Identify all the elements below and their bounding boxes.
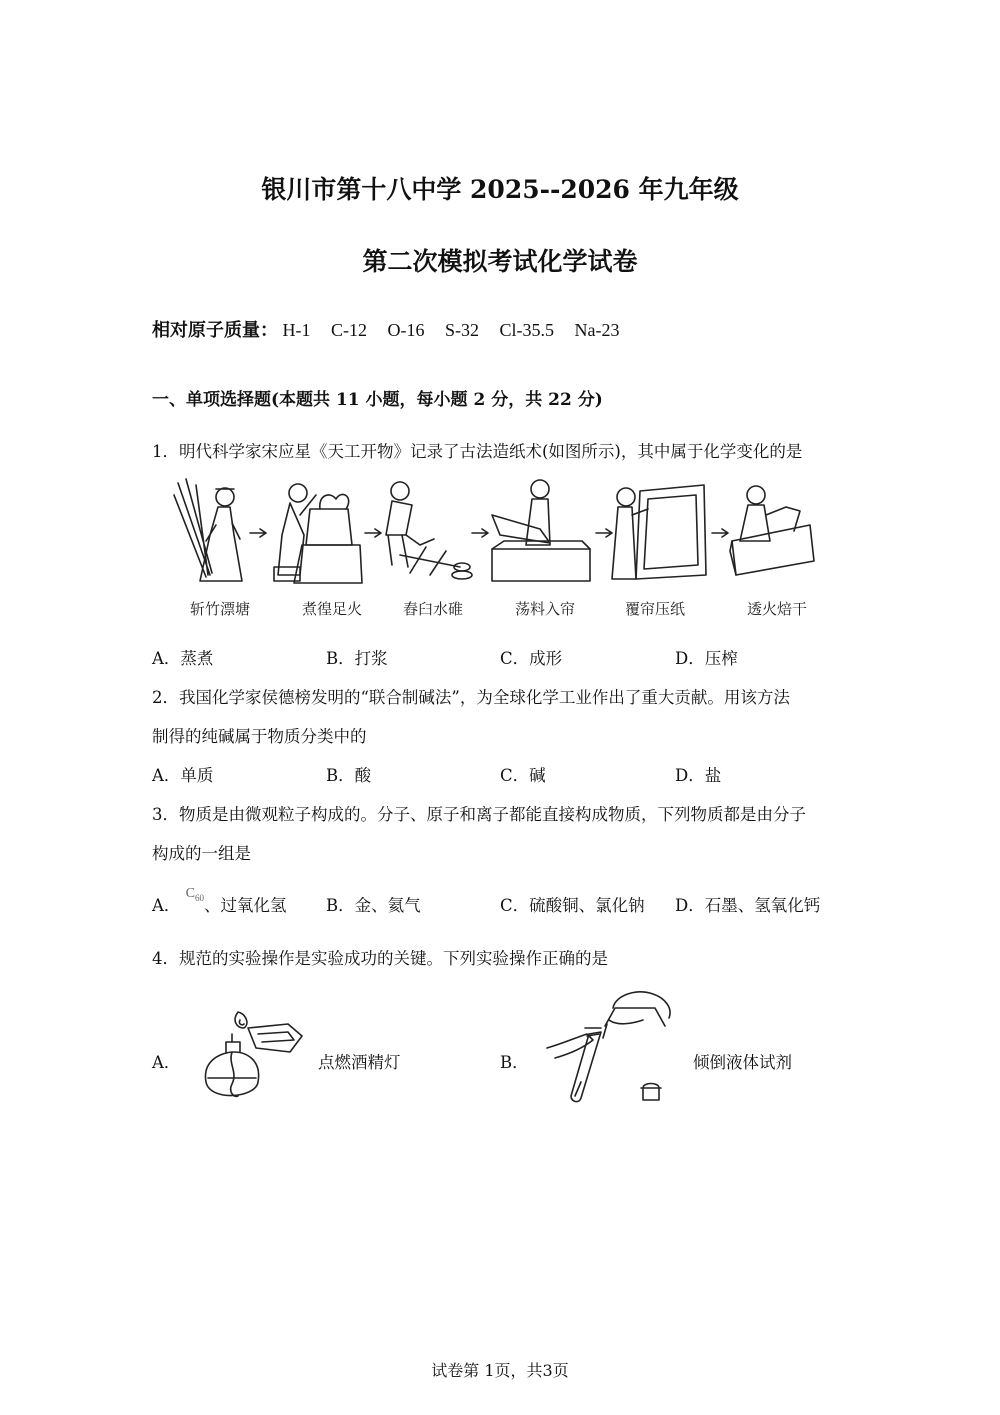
atomic-mass-item: Cl-35.5: [499, 320, 555, 340]
exam-title-line1: 银川市第十八中学 2025--2026 年九年级: [261, 175, 739, 204]
question-3-stem-line2: 构成的一组是: [152, 844, 251, 863]
step-caption: 舂臼水碓: [402, 600, 463, 618]
figure-cutting-bamboo: [174, 479, 242, 581]
q3-option-a-text: 、过氧化氢: [204, 896, 287, 915]
q1-option-b[interactable]: B．打浆: [326, 649, 388, 668]
atomic-mass-item: Na-23: [574, 320, 620, 340]
q1-option-c[interactable]: C．成形: [500, 649, 563, 668]
section-heading: 一、单项选择题(本题共 11 小题，每小题 2 分，共 22 分): [152, 390, 603, 410]
question-2-stem-line2: 制得的纯碱属于物质分类中的: [152, 727, 367, 746]
q3-option-c[interactable]: C．硫酸铜、氯化钠: [500, 896, 645, 915]
q2-option-a[interactable]: A．单质: [152, 766, 214, 785]
q4-option-b-letter[interactable]: B．: [500, 1053, 529, 1072]
q3-option-a[interactable]: [152, 886, 287, 917]
figure-pressing: [612, 485, 706, 579]
step-caption: 荡料入帘: [514, 600, 575, 618]
figure-boiling: [274, 484, 362, 583]
question-3-stem-line1: 3．物质是由微观粒子构成的。分子、原子和离子都能直接构成物质，下列物质都是由分子: [152, 805, 806, 824]
q1-option-a[interactable]: A．蒸煮: [152, 649, 214, 668]
question-2-stem-line1: 2．我国化学家侯德榜发明的“联合制碱法”，为全球化学工业作出了重大贡献。用该方法: [152, 688, 790, 707]
atomic-mass-item: O-16: [387, 320, 425, 340]
question-4-stem: 4．规范的实验操作是实验成功的关键。下列实验操作正确的是: [152, 949, 608, 968]
alcohol-lamp-illustration: [192, 1000, 312, 1110]
step-caption: 斩竹漂塘: [189, 600, 250, 618]
q2-option-c[interactable]: C．碱: [500, 766, 546, 785]
exam-title-line2: 第二次模拟考试化学试卷: [362, 247, 638, 276]
figure-vat: [492, 480, 590, 581]
question-1-stem: 1．明代科学家宋应星《天工开物》记录了古法造纸术(如图所示)，其中属于化学变化的是: [152, 442, 803, 461]
step-caption: 透火焙干: [746, 600, 807, 618]
step-caption: 覆帘压纸: [624, 600, 685, 618]
figure-mortar: [386, 482, 472, 579]
q3-option-d[interactable]: D．石墨、氢氧化钙: [675, 896, 821, 915]
arrow-icon: [712, 529, 728, 537]
q4-option-a-letter[interactable]: A．: [152, 1053, 181, 1072]
papermaking-illustration: [170, 475, 820, 590]
c60-formula: C60: [185, 886, 205, 903]
atomic-mass-item: H-1: [282, 320, 311, 340]
q1-option-d[interactable]: D．压榨: [675, 649, 738, 668]
step-caption: 煮徨足火: [301, 600, 362, 618]
figure-drying: [730, 486, 814, 575]
arrow-icon: [250, 529, 266, 537]
arrow-icon: [365, 529, 381, 537]
q3-option-a-letter: A．: [152, 896, 181, 915]
atomic-mass-item: C-12: [331, 320, 367, 340]
q4-option-a-caption: 点燃酒精灯: [318, 1053, 401, 1072]
page-footer: 试卷第 1页，共3页: [431, 1361, 569, 1380]
arrow-icon: [472, 529, 488, 537]
q3-option-b[interactable]: B．金、氦气: [326, 896, 421, 915]
pouring-liquid-illustration: [545, 978, 695, 1108]
q2-option-d[interactable]: D．盐: [675, 766, 722, 785]
q2-option-b[interactable]: B．酸: [326, 766, 372, 785]
atomic-mass-item: S-32: [445, 320, 480, 340]
arrow-icon: [596, 529, 612, 537]
atomic-masses-label: 相对原子质量：: [152, 320, 278, 341]
q4-option-b-caption: 倾倒液体试剂: [693, 1053, 792, 1072]
atomic-masses: [152, 316, 636, 342]
